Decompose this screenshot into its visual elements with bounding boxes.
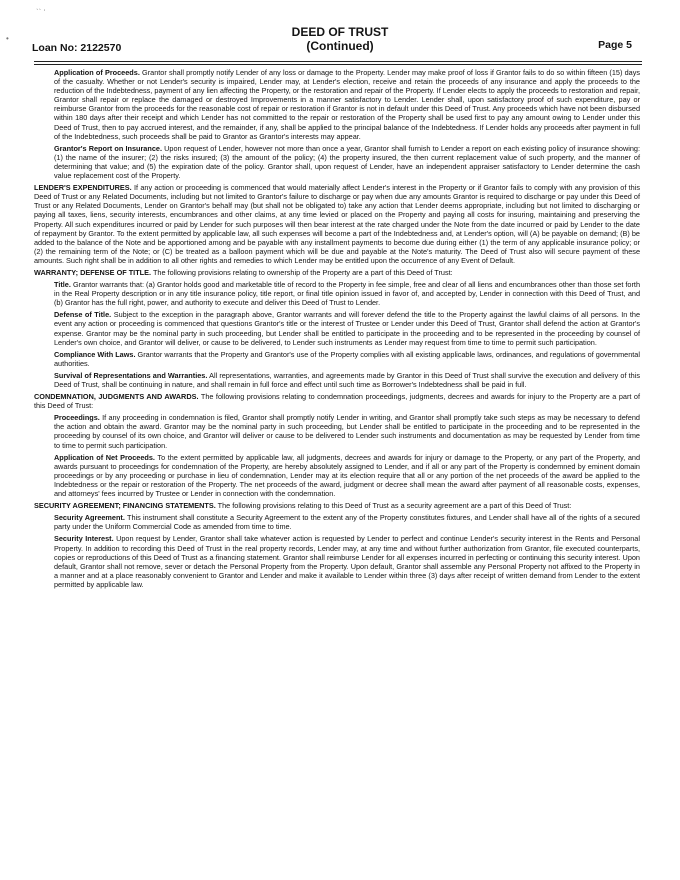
section-text: Grantor shall promptly notify Lender of any loss or damage to the Property. Lender may make proof of loss if Grantor fails to do so within fifteen (15) days of the casualty. Whether or not Lender's security is impaired, Lender may, at Lender's election, receive and retain the proceeds of any insurance and apply the proceeds to the reduction of the Indebtedness, payment of any lien affecting the Property, or the restoration and repair of the Property. If Lender elects to apply the proceeds to restoration and repair, Grantor shall repair or replace the damaged or destroyed Improvements in a manner satisfactory to Lender. Lender shall, upon satisfactory proof of such expenditure, pay or reimburse Grantor from the proceeds for the reasonable cost of repair or restoration if Grantor is not in default under this Deed of Trust. Any proceeds which have not been disbursed within 180 days after their receipt and which Lender has not committed to the repair or restoration of the Property shall be used first to pay any amount owing to Lender under this Deed of Trust, then to pay accrued interest, and the remainder, if any, shall be applied to the principal balance of the Indebtedness. If Lender holds any proceeds after payment in full of the Indebtedness, such proceeds shall be paid to Grantor as Grantor's interests may appear. [54,68,640,141]
section-heading: SECURITY AGREEMENT; FINANCING STATEMENTS. [34,501,216,511]
section-text: Grantor warrants that: (a) Grantor holds good and marketable title of record to the Property in fee simple, free and clear of all liens and encumbrances other than those set forth in the Real Property description or in any title insurance policy, title report, or final title opinion issued in favor of, and accepted by, Lender in connection with this Deed of Trust, and (b) Grantor has the full right, power, and authority to execute and deliver this Deed of Trust to Lender. [54,280,640,308]
scan-margin-mark: `` ‘ [36,8,46,17]
section-text: Upon request of Lender, however not more than once a year, Grantor shall furnish to Lender a report on each existing policy of insurance showing: (1) the name of the insurer; (2) the risks insured; (3) the amount of the policy; (4) the property insured, the then current replacement value of such property, and the manner of determining that value; and (5) the expiration date of the policy. Grantor shall, upon request of Lender, have an independent appraiser satisfactory to Lender determine the cash value replacement cost of the Property. [54,143,641,181]
section-heading: CONDEMNATION, JUDGMENTS AND AWARDS. [34,392,199,402]
section-text: Upon request by Lender, Grantor shall take whatever action is requested by Lender to perfect and continue Lender's security interest in the Rents and Personal Property. In addition to recording this Deed of Trust in the real property records, Lender may, at any time and without further authorization from Grantor, file executed counterparts, copies or reproductions of this Deed of Trust as a financing statement. Grantor shall reimburse Lender for all expenses incurred in perfecting or continuing this security interest. Upon default, Grantor shall not remove, sever or detach the Personal Property from the Property. Upon default, Grantor shall assemble any Personal Property not affixed to the Property in a manner and at a place reasonably convenient to Grantor and Lender and make it available to Lender within three (3) days after receipt of written demand from Lender to the extent permitted by applicable law. [54,534,640,589]
header-rule-top [34,61,642,62]
subsection-paragraph [34,350,640,368]
section-text: This instrument shall constitute a Security Agreement to the extent any of the Property constitutes fixtures, and Lender shall have all of the rights of a secured party under the Uniform Commercial Code as amended from time to time. [54,513,640,532]
subsection-heading: Title. [54,280,71,290]
scan-margin-dot: • [6,34,9,43]
subsection-heading: Security Interest. [54,534,114,544]
section-paragraph [34,392,640,410]
subsection-paragraph [34,310,640,346]
subsection-paragraph [34,513,640,531]
subsection-paragraph [34,534,640,589]
section-heading: LENDER'S EXPENDITURES. [34,183,132,193]
subsection-paragraph [34,144,640,180]
section-heading: WARRANTY; DEFENSE OF TITLE. [34,267,152,277]
section-text: The following provisions relating to condemnation proceedings, judgments, decrees and awards for injury to the Property are a part of this Deed of Trust: [34,392,640,411]
subsection-heading: Grantor's Report on Insurance. [54,143,162,153]
subsection-heading: Application of Net Proceeds. [54,452,155,462]
subsection-paragraph [34,413,640,449]
subsection-paragraph [34,371,640,389]
document-body [34,68,640,592]
subsection-heading: Compliance With Laws. [54,349,136,359]
header-rule-bottom [34,64,642,65]
section-paragraph [34,268,640,277]
subsection-heading: Proceedings. [54,413,100,423]
subsection-heading: Application of Proceeds. [54,68,140,77]
subsection-heading: Survival of Representations and Warranties. [54,370,208,380]
subsection-heading: Security Agreement. [54,513,125,523]
section-paragraph [34,501,640,510]
page-number: Page 5 [598,39,632,51]
section-text: The following provisions relating to this Deed of Trust as a security agreement are a part of this Deed of Trust: [217,501,572,511]
document-title [0,25,680,53]
section-text: Subject to the exception in the paragraph above, Grantor warrants and will forever defend the title to the Property against the lawful claims of all persons. In the event any action or proceeding is commenced that questions Grantor's title or the interest of Trustee or Lender under this Deed of Trust, Grantor shall defend the action at Grantor's expense. Grantor may be the nominal party in such proceeding, but Lender shall be entitled to participate in the proceeding and to be represented in the proceeding by counsel of Lender's own choice, and Grantor will deliver, or cause to be delivered, to Lender such instruments as Lender may request from time to time to permit such participation. [54,310,641,347]
subsection-heading: Defense of Title. [54,310,112,320]
subsection-paragraph [34,280,640,307]
loan-number: Loan No: 2122570 [32,42,122,54]
subsection-paragraph [34,453,640,498]
section-text: All representations, warranties, and agreements made by Grantor in this Deed of Trust shall survive the execution and delivery of this Deed of Trust, shall be continuing in nature, and shall remain in full force and effect until such time as Borrower's Indebtedness shall be paid in full. [54,370,640,389]
title-line-2: (Continued) [306,39,374,53]
section-text: The following provisions relating to ownership of the Property are a part of this Deed of Trust: [152,267,453,277]
section-text: Grantor warrants that the Property and Grantor's use of the Property complies with all existing applicable laws, ordinances, and regulations of governmental authorities. [54,349,640,368]
section-text: If any action or proceeding is commenced that would materially affect Lender's interest in the Property or if Grantor fails to comply with any provision of this Deed of Trust or any Related Documents, including but not limited to Grantor's failure to discharge or pay when due any amounts Grantor is required to discharge or pay under this Deed of Trust or any Related Documents, Lender on Grantor's behalf may (but shall not be obligated to) take any action that Lender deems appropriate, including but not limited to discharging or paying all taxes, liens, security interests, encumbrances and other claims, at any time levied or placed on the Property and paying all costs for insuring, maintaining and preserving the Property. All such expenditures incurred or paid by Lender for such purposes will then bear interest at the rate charged under the Note from the date incurred or paid by Lender to the date of repayment by Grantor. To the extent permitted by applicable law, all such expenses will become a part of the Indebtedness and, at Lender's option, will (A) be payable on demand; (B) be added to the balance of the Note and be apportioned among and be payable with any installment payments to become due during either (1) the term of any applicable insurance policy; or (2) the remaining term of the Note; or (C) be treated as a balloon payment which will be due and payable at the Note's maturity. The Deed of Trust also will secure payment of these amounts. Such right shall be in addition to all other rights and remedies to which Lender may be entitled upon the occurrence of any Event of Default. [34,183,641,265]
section-paragraph [34,183,640,265]
title-line-1: DEED OF TRUST [291,25,389,39]
subsection-paragraph [34,68,640,141]
section-text: To the extent permitted by applicable law, all judgments, decrees and awards for injury or damage to the Property, or any part of the Property, and awards pursuant to proceedings for condemnation of the Property, are hereby absolutely assigned to Lender, and if all or any part of the Property is condemned by eminent domain proceedings or by any proceeding or purchase in lieu of condemnation, Lender may at its election require that all or any portion of the net proceeds of the award be applied to the Indebtedness or the repair or restoration of the Property. The net proceeds of the award, judgment or decree shall mean the award after payment of all reasonable costs, expenses, and attorneys' fees incurred by Trustee or Lender in connection with the condemnation. [54,452,640,499]
section-text: If any proceeding in condemnation is filed, Grantor shall promptly notify Lender in writing, and Grantor shall promptly take such steps as may be necessary to defend the action and obtain the award. Grantor may be the nominal party in such proceeding, but Lender shall be entitled to participate in the proceeding and to be represented in the proceeding by counsel of its own choice, and Grantor will deliver or cause to be delivered to Lender such instruments and documentation as may be requested by Lender from time to time to permit such participation. [54,413,640,450]
